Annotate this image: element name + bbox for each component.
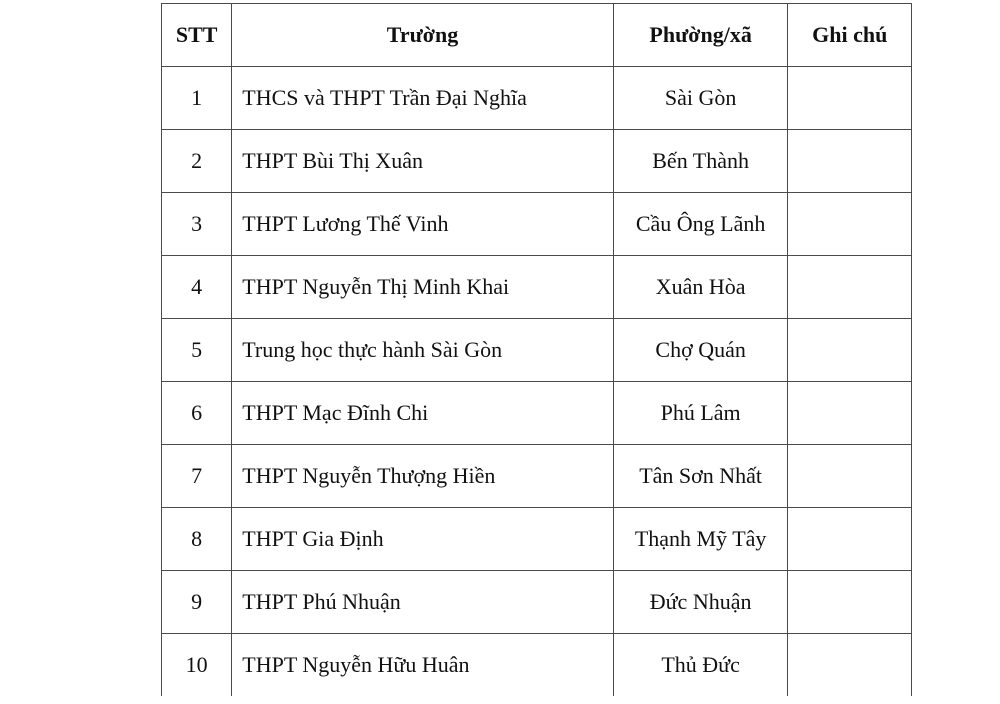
cell-ward: Bến Thành: [613, 130, 788, 193]
table-row: [162, 130, 912, 193]
cell-school: THPT Phú Nhuận: [232, 571, 614, 634]
cell-ward: Cầu Ông Lãnh: [613, 193, 788, 256]
header-truong: Trường: [232, 4, 614, 67]
cell-stt: 3: [162, 193, 232, 256]
cell-stt: 9: [162, 571, 232, 634]
cell-note: [788, 508, 912, 571]
cell-note: [788, 256, 912, 319]
cell-school: THPT Mạc Đĩnh Chi: [232, 382, 614, 445]
cell-ward: Phú Lâm: [613, 382, 788, 445]
cell-stt: 6: [162, 382, 232, 445]
cell-school: THPT Nguyễn Hữu Huân: [232, 634, 614, 697]
table-row: [162, 67, 912, 130]
cell-school: THPT Gia Định: [232, 508, 614, 571]
cell-ward: Sài Gòn: [613, 67, 788, 130]
table-row: [162, 256, 912, 319]
cell-note: [788, 571, 912, 634]
table-row: [162, 193, 912, 256]
cell-stt: 8: [162, 508, 232, 571]
cell-ward: Xuân Hòa: [613, 256, 788, 319]
cell-note: [788, 382, 912, 445]
cell-school: THPT Lương Thế Vinh: [232, 193, 614, 256]
cell-note: [788, 319, 912, 382]
cell-note: [788, 634, 912, 697]
table-row: [162, 634, 912, 697]
cell-note: [788, 445, 912, 508]
cell-ward: Thạnh Mỹ Tây: [613, 508, 788, 571]
table-header-row: [162, 4, 912, 67]
schools-table: [161, 3, 912, 696]
table-row: [162, 508, 912, 571]
cell-stt: 10: [162, 634, 232, 697]
table-row: [162, 445, 912, 508]
cell-school: THCS và THPT Trần Đại Nghĩa: [232, 67, 614, 130]
cell-school: Trung học thực hành Sài Gòn: [232, 319, 614, 382]
header-stt: STT: [162, 4, 232, 67]
cell-ward: Tân Sơn Nhất: [613, 445, 788, 508]
table-row: [162, 382, 912, 445]
cell-school: THPT Nguyễn Thị Minh Khai: [232, 256, 614, 319]
table-row: [162, 319, 912, 382]
header-phuong: Phường/xã: [613, 4, 788, 67]
cell-school: THPT Bùi Thị Xuân: [232, 130, 614, 193]
cell-stt: 2: [162, 130, 232, 193]
cell-note: [788, 130, 912, 193]
cell-stt: 5: [162, 319, 232, 382]
cell-stt: 1: [162, 67, 232, 130]
cell-ward: Chợ Quán: [613, 319, 788, 382]
cell-stt: 7: [162, 445, 232, 508]
cell-school: THPT Nguyễn Thượng Hiền: [232, 445, 614, 508]
cell-note: [788, 193, 912, 256]
cell-stt: 4: [162, 256, 232, 319]
cell-ward: Đức Nhuận: [613, 571, 788, 634]
header-ghichu: Ghi chú: [788, 4, 912, 67]
table-row: [162, 571, 912, 634]
cell-ward: Thủ Đức: [613, 634, 788, 697]
cell-note: [788, 67, 912, 130]
